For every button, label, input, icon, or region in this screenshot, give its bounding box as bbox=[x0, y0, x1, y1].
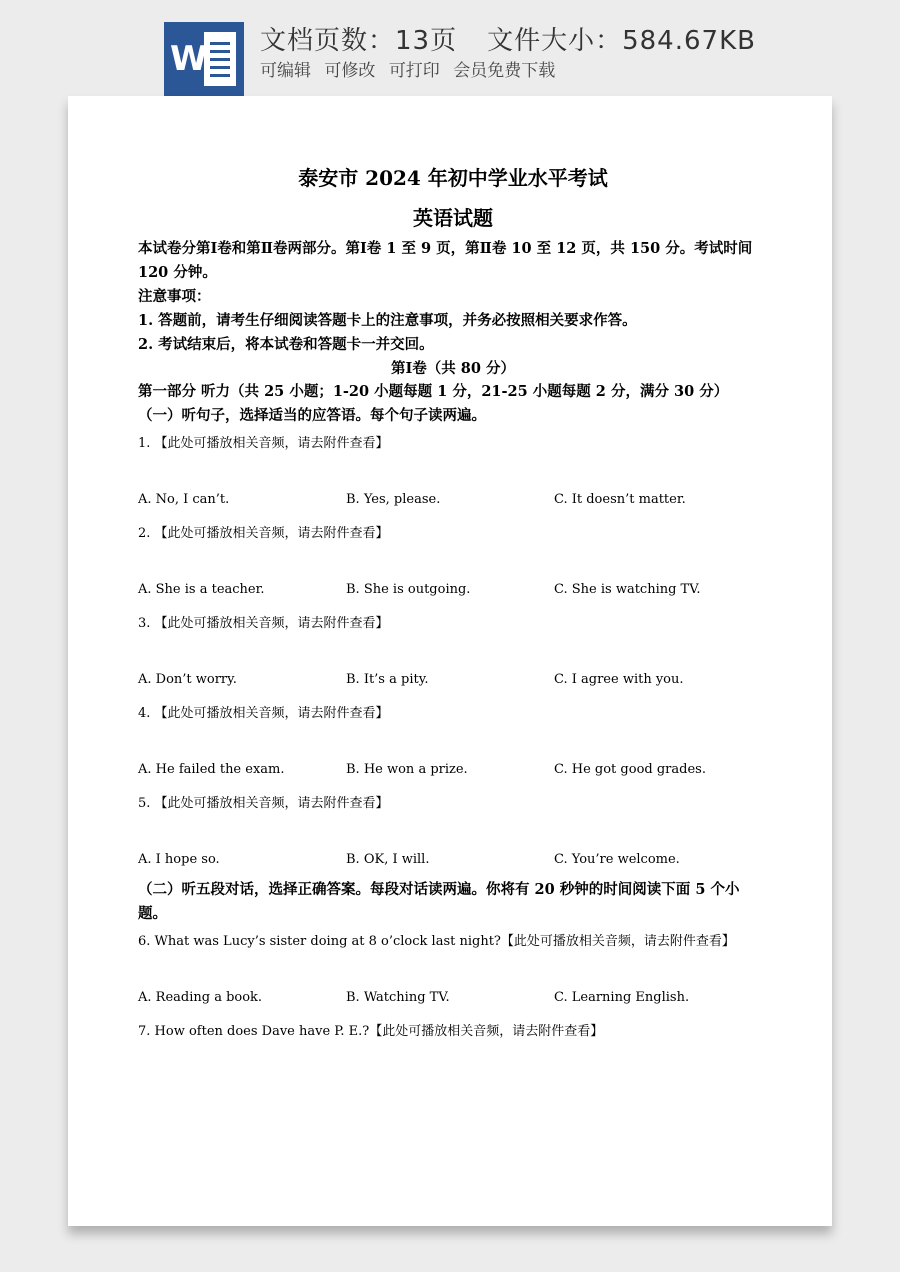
option-c: C. I agree with you. bbox=[554, 672, 684, 687]
question-stem: 1. 【此处可播放相关音频，请去附件查看】 bbox=[138, 436, 389, 451]
option-c: C. You’re welcome. bbox=[554, 852, 680, 867]
option-b: B. It’s a pity. bbox=[346, 672, 429, 687]
document-page bbox=[68, 96, 832, 1226]
feature-modifiable: 可修改 bbox=[324, 61, 376, 81]
option-b: B. He won a prize. bbox=[346, 762, 468, 777]
option-a: A. He failed the exam. bbox=[138, 762, 285, 777]
section-heading-1: （一）听句子，选择适当的应答语。每个句子读两遍。 bbox=[138, 407, 486, 424]
notice-item-2: 2. 考试结束后，将本试卷和答题卡一并交回。 bbox=[138, 336, 434, 353]
option-c: C. She is watching TV. bbox=[554, 582, 701, 597]
section-heading-2-line-1: （二）听五段对话，选择正确答案。每段对话读两遍。你将有 20 秒钟的时间阅读下面 5 个小 bbox=[138, 881, 740, 898]
part-heading: 第一部分 听力（共 25 小题；1-20 小题每题 1 分，21-25 小题每题 2 分，满分 30 分） bbox=[138, 383, 729, 400]
option-a: A. She is a teacher. bbox=[138, 582, 265, 597]
page-count: 文档页数：13页 bbox=[260, 26, 458, 56]
option-b: B. She is outgoing. bbox=[346, 582, 471, 597]
option-c: C. He got good grades. bbox=[554, 762, 706, 777]
option-a: A. Reading a book. bbox=[138, 990, 263, 1005]
option-b: B. Yes, please. bbox=[346, 492, 441, 507]
word-document-icon: W bbox=[164, 22, 244, 96]
feature-member-download: 会员免费下载 bbox=[453, 61, 556, 81]
feature-list bbox=[260, 56, 555, 81]
intro-line-2: 120 分钟。 bbox=[138, 264, 217, 281]
download-banner bbox=[0, 0, 900, 100]
section-heading-2-line-2: 题。 bbox=[138, 905, 167, 922]
exam-subtitle: 英语试题 bbox=[413, 206, 493, 230]
feature-editable: 可编辑 bbox=[260, 61, 311, 81]
option-b: B. OK, I will. bbox=[346, 852, 430, 867]
notice-item-1: 1. 答题前，请考生仔细阅读答题卡上的注意事项，并务必按照相关要求作答。 bbox=[138, 312, 637, 329]
exam-title: 泰安市 2024 年初中学业水平考试 bbox=[298, 166, 608, 190]
question-stem: 5. 【此处可播放相关音频，请去附件查看】 bbox=[138, 796, 389, 811]
option-a: A. No, I can’t. bbox=[138, 492, 230, 507]
intro-line-1: 本试卷分第Ⅰ卷和第Ⅱ卷两部分。第Ⅰ卷 1 至 9 页，第Ⅱ卷 10 至 12 页，共 150 分。考试时间 bbox=[138, 240, 753, 257]
question-stem: 4. 【此处可播放相关音频，请去附件查看】 bbox=[138, 706, 389, 721]
file-meta bbox=[260, 20, 756, 57]
option-c: C. Learning English. bbox=[554, 990, 690, 1005]
option-a: A. I hope so. bbox=[138, 852, 220, 867]
question-stem: 6. What was Lucy’s sister doing at 8 o’clock last night?【此处可播放相关音频，请去附件查看】 bbox=[138, 934, 735, 949]
notice-heading: 注意事项： bbox=[138, 288, 211, 305]
question-stem: 7. How often does Dave have P. E.?【此处可播放相关音频，请去附件查看】 bbox=[138, 1024, 604, 1039]
option-b: B. Watching TV. bbox=[346, 990, 450, 1005]
file-size: 文件大小：584.67KB bbox=[487, 26, 756, 56]
feature-printable: 可打印 bbox=[388, 61, 440, 81]
volume-heading: 第Ⅰ卷（共 80 分） bbox=[390, 360, 516, 377]
option-a: A. Don’t worry. bbox=[138, 672, 237, 687]
option-c: C. It doesn’t matter. bbox=[554, 492, 686, 507]
question-stem: 3. 【此处可播放相关音频，请去附件查看】 bbox=[138, 616, 389, 631]
question-stem: 2. 【此处可播放相关音频，请去附件查看】 bbox=[138, 526, 389, 541]
